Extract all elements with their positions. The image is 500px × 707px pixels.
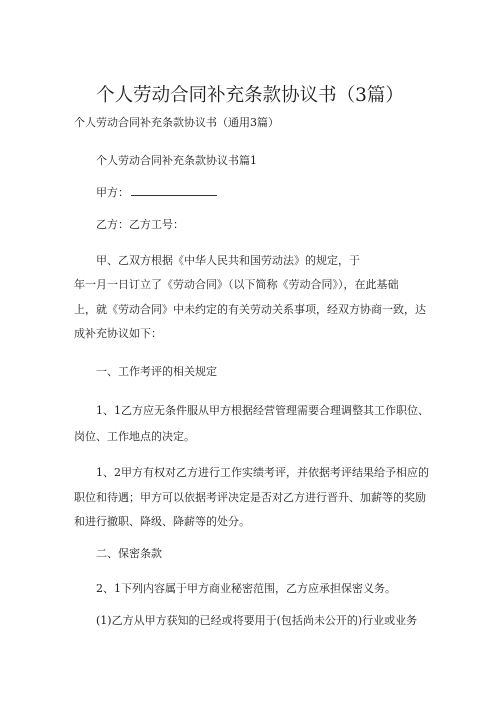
party-a-line bbox=[96, 186, 217, 200]
section-1-item-2-line-3: 和进行撤职、降级、降薪等的处分。 bbox=[74, 515, 250, 528]
section-2-title: 二、保密条款 bbox=[96, 547, 162, 560]
intro-line-2: 年一月一日订立了《劳动合同》（以下简称《劳动合同》），在此基础 bbox=[74, 278, 399, 291]
party-a-label: 甲方： bbox=[96, 186, 129, 199]
intro-line-1: 甲、乙双方根据《中华人民共和国劳动法》的规定，于 bbox=[96, 254, 360, 267]
section-1-item-1-line-1: 1、1乙方应无条件服从甲方根据经营管理需要合理调整其工作职位、 bbox=[96, 404, 429, 417]
document-title: 个人劳动合同补充条款协议书（3篇） bbox=[96, 85, 404, 106]
party-a-blank bbox=[131, 186, 217, 196]
section-1-title: 一、工作考评的相关规定 bbox=[96, 365, 217, 378]
section-2-sub-1: (1)乙方从甲方获知的已经或将要用于(包括尚未公开的)行业或业务 bbox=[96, 614, 418, 627]
intro-line-4: 成补充协议如下： bbox=[74, 327, 162, 340]
section-1-item-2-line-2: 职位和待遇；甲方可以依据考评决定是否对乙方进行晋升、加薪等的奖励 bbox=[74, 491, 426, 504]
section-2-item-1: 2、1下列内容属于甲方商业秘密范围，乙方应承担保密义务。 bbox=[96, 582, 396, 595]
document-subtitle: 个人劳动合同补充条款协议书（通用3篇） bbox=[74, 116, 279, 129]
party-b-line: 乙方：乙方工号： bbox=[96, 218, 184, 231]
section-1-item-2-line-1: 1、2甲方有权对乙方进行工作实绩考评，并依据考评结果给予相应的 bbox=[96, 466, 429, 479]
intro-line-3: 上，就《劳动合同》中未约定的有关劳动关系事项，经双方协商一致，达 bbox=[74, 303, 426, 316]
section-heading: 个人劳动合同补充条款协议书篇1 bbox=[96, 154, 257, 167]
section-1-item-1-line-2: 岗位、工作地点的决定。 bbox=[74, 430, 195, 443]
